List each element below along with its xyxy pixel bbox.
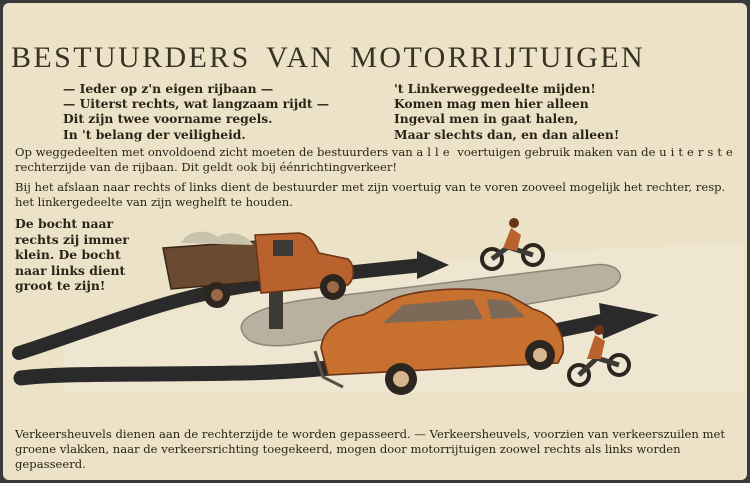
verse-line: — Uiterst rechts, wat langzaam rijdt — <box>63 96 330 112</box>
verse-line: Dit zijn twee voorname regels. <box>63 111 273 127</box>
verse-line: In 't belang der veiligheid. <box>63 126 246 142</box>
verse-line: — Ieder op z'n eigen rijbaan — <box>63 81 274 96</box>
verse-line: Ingeval men in gaat halen, <box>394 111 579 127</box>
paragraph-turning: Bij het afslaan naar rechts of links dient de bestuurder met zijn voertuig van te voren zooveel mogelijk het rechter, resp. het linkergedeelte van zijn weghelft te houden. <box>15 180 726 209</box>
poster <box>3 3 747 480</box>
paragraph-visibility <box>15 145 737 175</box>
verse-right <box>394 81 619 142</box>
text-segment: Op weggedeelten met onvoldoend zicht moeten de bestuurders van <box>15 145 417 159</box>
text-segment: rechterzijde van de rijbaan. Dit geldt ook bij éénrichtingverkeer! <box>15 160 398 174</box>
text-segment: voertuigen gebruik maken van de <box>453 145 660 159</box>
spaced-word: uiterste <box>659 145 737 159</box>
side-note: De bocht naar rechts zij immer klein. De bocht naar links dient groot te zijn! <box>15 216 129 293</box>
verse-left <box>63 81 329 142</box>
verse-line: 't Linkerweggedeelte mijden! <box>394 81 596 96</box>
verse-line: Komen mag men hier alleen <box>394 96 589 112</box>
spaced-word: alle <box>416 145 454 159</box>
verse-line: Maar slechts dan, en dan alleen! <box>394 126 620 142</box>
page-title: BESTUURDERS VAN MOTORRIJTUIGEN <box>11 41 646 74</box>
paragraph-traffic-islands: Verkeersheuvels dienen aan de rechterzijde te worden gepasseerd. — Verkeersheuvels, voorzien van verkeerszuilen met groene vlakken, naar de verkeersrichting toegekeerd, mogen door motorrijtuigen zoowel rechts als links worden gepasseerd. <box>15 427 726 471</box>
